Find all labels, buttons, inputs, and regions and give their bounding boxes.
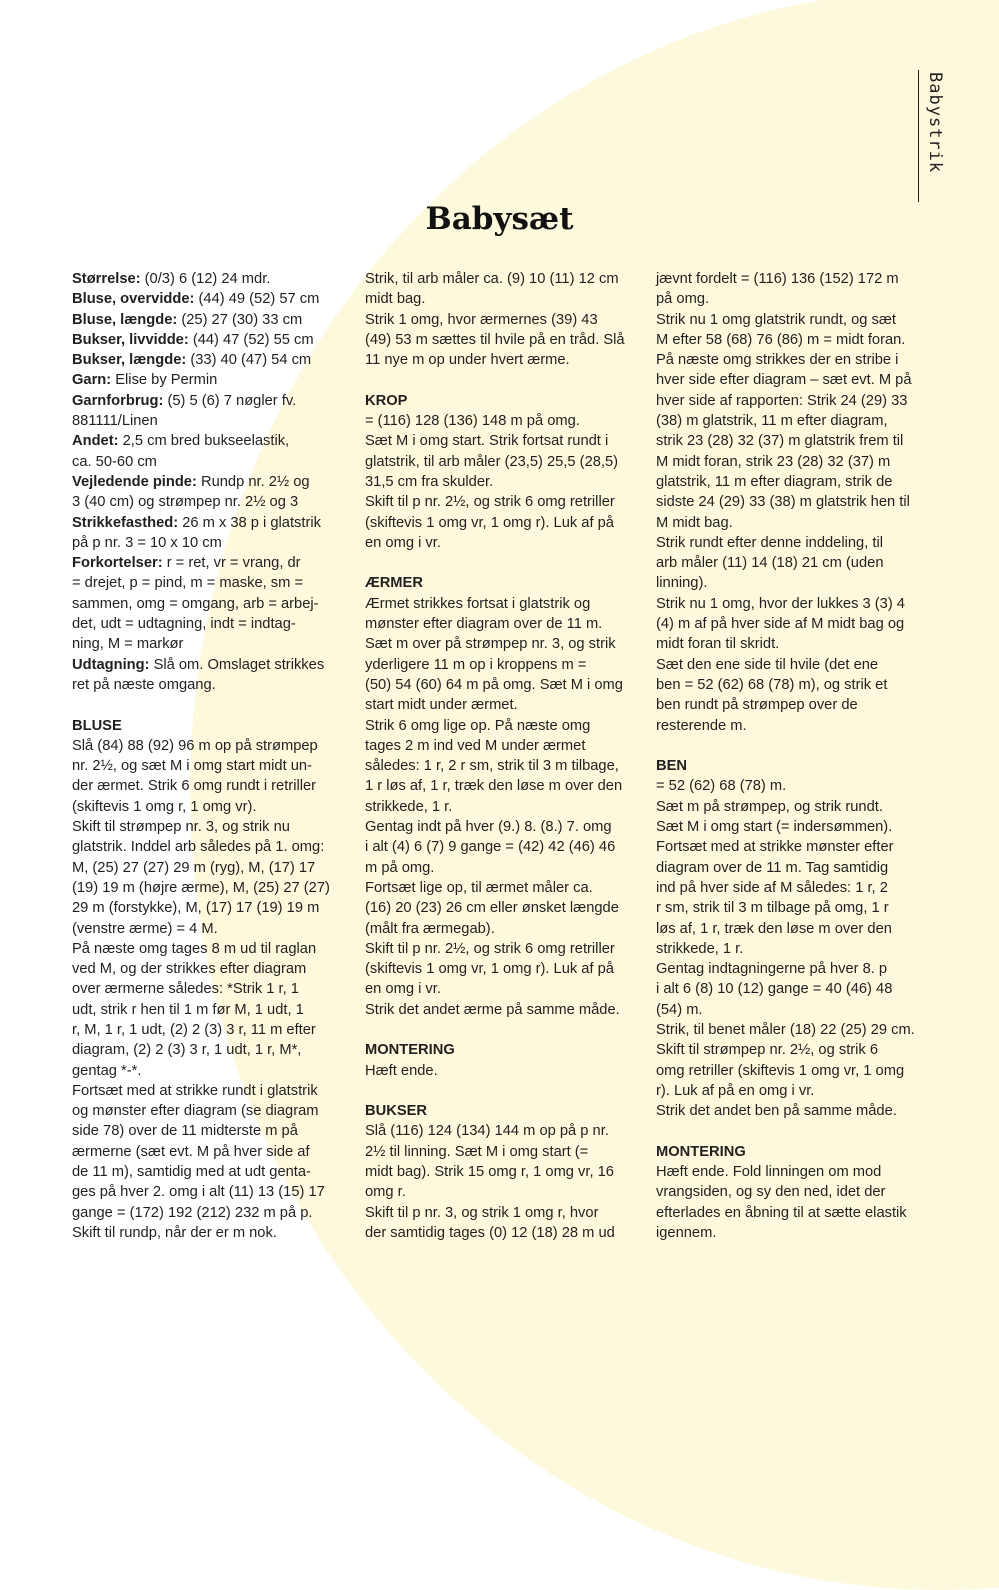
text-line: (venstre ærme) = 4 M. [72,920,218,937]
spec-line [72,391,354,411]
text-line: de 11 m), samtidig med at udt genta- [72,1164,311,1181]
text-line: Fortsæt med at strikke mønster efter [656,839,894,856]
text-line: Slå (84) 88 (92) 96 m op på strømpep [72,737,318,754]
text-line: ind på hver side af M således: 1 r, 2 [656,879,888,896]
text-line: midt bag. [365,291,426,308]
montering-bluse-text [365,1061,647,1081]
aermer-text [365,594,647,1020]
text-line: (målt fra ærmegab). [365,920,495,937]
spec-line [72,289,354,309]
heading-krop: KROP [365,392,408,409]
text-line: Skift til p nr. 3, og strik 1 omg r, hvor [365,1204,599,1221]
heading-aermer: ÆRMER [365,575,423,592]
spec-line [72,472,354,492]
spec-line [72,350,354,370]
text-line: r sm, strik til 3 m tilbage på omg, 1 r [656,900,889,917]
text-line: Strik 6 omg lige op. På næste omg [365,717,591,734]
text-line: ved M, og der strikkes efter diagram [72,961,307,978]
spec-line [72,269,354,289]
text-line: jævnt fordelt = (116) 136 (152) 172 m [656,271,899,287]
text-line: gentag *-*. [72,1062,142,1079]
spec-label: Vejledende pinde: [72,473,197,490]
text-line: midt bag). Strik 15 omg r, 1 omg vr, 16 [365,1164,614,1181]
spec-line [72,655,354,675]
text-line: m på omg. [365,859,435,876]
spec-line [72,370,354,390]
column-2 [365,269,647,1243]
text-line: gange = (172) 192 (212) 232 m på p. [72,1204,313,1221]
spec-value: (5) 5 (6) 7 nøgler fv. [163,392,297,409]
spec-label: Strikkefasthed: [72,514,179,531]
specs-list [72,269,354,695]
text-line: (4) m af på hver side af M midt bag og [656,616,905,633]
text-line: igennem. [656,1224,717,1241]
text-line: efterlades en åbning til at sætte elastik [656,1204,907,1221]
bluse-continued-text [365,269,647,370]
spec-label: Andet: [72,433,119,450]
spec-value: ning, M = markør [72,636,184,653]
text-line: ærmerne (sæt evt. M på hver side af [72,1143,310,1160]
spec-line [72,452,354,472]
section-tab-label: Babystrik [925,72,945,174]
text-line: Sæt m over på strømpep nr. 3, og strik [365,636,616,653]
text-line: Strik nu 1 omg, hvor der lukkes 3 (3) 4 [656,595,905,612]
spec-line [72,411,354,431]
text-line: M midt bag. [656,514,733,531]
heading-bluse: BLUSE [72,717,122,734]
text-line: linning). [656,575,708,592]
text-line: Strik det andet ben på samme måde. [656,1103,897,1120]
spec-value: 3 (40 cm) og strømpep nr. 2½ og 3 [72,494,299,511]
text-line: Fortsæt lige op, til ærmet måler ca. [365,879,593,896]
spec-line [72,330,354,350]
spec-value: (33) 40 (47) 54 cm [186,352,312,369]
text-line: Sæt M i omg start. Strik fortsat rundt i [365,433,609,450]
spec-label: Størrelse: [72,271,141,287]
text-line: 31,5 cm fra skulder. [365,473,494,490]
text-line: Hæft ende. [365,1062,438,1079]
text-line: Ærmet strikkes fortsat i glatstrik og [365,595,591,612]
text-line: Strik det andet ærme på samme måde. [365,1001,620,1018]
spec-value: sammen, omg = omgang, arb = arbej- [72,595,319,612]
text-line: = (116) 128 (136) 148 m på omg. [365,413,580,430]
text-line: over ærmerne således: *Strik 1 r, 1 [72,981,299,998]
text-line: (19) 19 m (højre ærme), M, (25) 27 (27) [72,879,330,896]
text-line: side 78) over de 11 midterste m på [72,1123,298,1140]
text-line: glatstrik. Inddel arb således på 1. omg: [72,839,325,856]
text-line: Sæt m på strømpep, og strik rundt. [656,798,883,815]
spec-value: (0/3) 6 (12) 24 mdr. [140,271,271,287]
text-line: (38) m glatstrik, 11 m efter diagram, [656,413,888,430]
text-line: resterende m. [656,717,747,734]
spec-value: ret på næste omgang. [72,676,216,693]
text-line: 29 m (forstykke), M, (17) 17 (19) 19 m [72,900,320,917]
heading-bukser: BUKSER [365,1103,428,1120]
text-line: strik 23 (28) 32 (37) m glatstrik frem til [656,433,904,450]
text-line: = 52 (62) 68 (78) m. [656,778,787,795]
text-line: M, (25) 27 (27) 29 m (ryg), M, (17) 17 [72,859,316,876]
text-line: Skift til p nr. 2½, og strik 6 omg retriller [365,940,615,957]
text-line: omg r. [365,1184,406,1201]
text-line: Hæft ende. Fold linningen om mod [656,1164,882,1181]
heading-montering-bluse: MONTERING [365,1042,455,1059]
text-line: På næste omg tages 8 m ud til raglan [72,940,317,957]
spec-value: (44) 47 (52) 55 cm [188,331,314,348]
spec-value: ca. 50-60 cm [72,453,157,470]
spec-value: Rundp nr. 2½ og [196,473,310,490]
text-line: (skiftevis 1 omg r, 1 omg vr). [72,798,257,815]
text-line: (16) 20 (23) 26 cm eller ønsket længde [365,900,619,917]
bukser-text [365,1121,647,1243]
text-line: sidste 24 (29) 33 (38) m glatstrik hen til [656,494,910,511]
text-line: yderligere 11 m op i kroppens m = [365,656,587,673]
text-line: diagram over de 11 m. Tag samtidig [656,859,889,876]
text-line: (49) 53 m sættes til hvile på en tråd. Slå [365,331,625,348]
text-line: M midt foran, strik 23 (28) 32 (37) m [656,453,891,470]
text-line: (50) 54 (60) 64 m på omg. Sæt M i omg [365,676,623,693]
spec-line [72,553,354,573]
spec-value: Slå om. Omslaget strikkes [149,656,325,673]
text-line: Strik, til benet måler (18) 22 (25) 29 cm. [656,1021,915,1038]
text-line: Skift til p nr. 2½, og strik 6 omg retriller [365,494,615,511]
spec-line [72,594,354,614]
text-line: Strik rundt efter denne inddeling, til [656,534,883,551]
spec-line [72,675,354,695]
text-line: På næste omg strikkes der en stribe i [656,352,899,369]
heading-ben: BEN [656,758,688,775]
text-line: Strik 1 omg, hvor ærmernes (39) 43 [365,311,598,328]
spec-label: Garn: [72,372,112,389]
column-1 [72,269,354,1243]
text-line: ges på hver 2. omg i alt (11) 13 (15) 17 [72,1184,325,1201]
spec-line [72,492,354,512]
text-line: Gentag indtagningerne på hver 8. p [656,961,888,978]
text-line: glatstrik, 11 m efter diagram, strik de [656,473,893,490]
text-line: i alt 6 (8) 10 (12) gange = 40 (46) 48 [656,981,893,998]
text-line: mønster efter diagram over de 11 m. [365,616,603,633]
text-line: (skiftevis 1 omg vr, 1 omg r). Luk af på [365,961,614,978]
bukser-continued-text [656,269,938,736]
text-line: 2½ til linning. Sæt M i omg start (= [365,1143,589,1160]
spec-label: Udtagning: [72,656,150,673]
text-line: på omg. [656,291,710,308]
text-line: r, M, 1 r, 1 udt, (2) 2 (3) 3 r, 11 m efter [72,1021,316,1038]
spec-line [72,533,354,553]
spec-value: = drejet, p = pind, m = maske, sm = [72,575,304,592]
text-line: (54) m. [656,1001,703,1018]
text-line: glatstrik, til arb måler (23,5) 25,5 (28,5) [365,453,619,470]
text-line: 11 nye m op under hvert ærme. [365,352,570,369]
spec-value: r = ret, vr = vrang, dr [162,555,301,572]
page-title: Babysæt [425,201,574,237]
text-line: således: 1 r, 2 r sm, strik til 3 m tilbage, [365,758,619,775]
text-line: hver side efter diagram – sæt evt. M på [656,372,912,389]
montering-bukser-text [656,1162,938,1243]
spec-value: 881111/Linen [72,413,158,430]
text-line: start midt under ærmet. [365,697,518,714]
spec-line [72,614,354,634]
text-line: Sæt M i omg start (= indersømmen). [656,819,893,836]
spec-label: Bukser, livvidde: [72,331,189,348]
text-line: der ærmet. Strik 6 omg rundt i retriller [72,778,317,795]
spec-value: på p nr. 3 = 10 x 10 cm [72,534,222,551]
text-line: omg retriller (skiftevis 1 omg vr, 1 omg [656,1062,905,1079]
krop-text [365,411,647,553]
spec-line [72,513,354,533]
text-line: 1 r løs af, 1 r, træk den løse m over den [365,778,623,795]
spec-value: det, udt = udtagning, indt = indtag- [72,616,296,633]
text-line: r). Luk af på en omg i vr. [656,1082,815,1099]
text-line: Strik, til arb måler ca. (9) 10 (11) 12 cm [365,271,619,287]
spec-label: Bluse, overvidde: [72,291,195,308]
text-line: løs af, 1 r, træk den løse m over den [656,920,892,937]
ben-text [656,776,938,1121]
text-line: vrangsiden, og sy den ned, idet der [656,1184,886,1201]
text-line: M efter 58 (68) 76 (86) m = midt foran. [656,331,906,348]
text-line: strikkede, 1 r. [656,940,744,957]
text-line: Skift til rundp, når der er m nok. [72,1224,277,1241]
column-3 [656,269,938,1243]
text-line: diagram, (2) 2 (3) 3 r, 1 udt, 1 r, M*, [72,1042,302,1059]
text-line: ben rundt på strømpep over de [656,697,858,714]
text-line: midt foran til skridt. [656,636,780,653]
text-line: udt, strik r hen til 1 m før M, 1 udt, 1 [72,1001,304,1018]
text-line: nr. 2½, og sæt M i omg start midt un- [72,758,312,775]
text-line: tages 2 m ind ved M under ærmet [365,737,586,754]
text-line: ben = 52 (62) 68 (78) m), og strik et [656,676,888,693]
spec-label: Forkortelser: [72,555,163,572]
spec-label: Garnforbrug: [72,392,164,409]
spec-value: 26 m x 38 p i glatstrik [178,514,321,531]
text-line: en omg i vr. [365,981,441,998]
text-line: (skiftevis 1 omg vr, 1 omg r). Luk af på [365,514,614,531]
spec-value: (25) 27 (30) 33 cm [177,311,303,328]
text-line: Skift til strømpep nr. 2½, og strik 6 [656,1042,879,1059]
text-line: en omg i vr. [365,534,441,551]
spec-label: Bluse, længde: [72,311,178,328]
spec-value: 2,5 cm bred bukseelastik, [118,433,290,450]
spec-label: Bukser, længde: [72,352,187,369]
text-line: Fortsæt med at strikke rundt i glatstrik [72,1082,318,1099]
text-line: Sæt den ene side til hvile (det ene [656,656,879,673]
text-line: Slå (116) 124 (134) 144 m op på p nr. [365,1123,609,1140]
bluse-text [72,736,354,1243]
text-line: der samtidig tages (0) 12 (18) 28 m ud [365,1224,615,1241]
spec-line [72,634,354,654]
spec-line [72,310,354,330]
text-line: strikkede, 1 r. [365,798,453,815]
section-tab [918,70,949,202]
spec-value: (44) 49 (52) 57 cm [194,291,320,308]
spec-value: Elise by Permin [111,372,218,389]
text-line: arb måler (11) 14 (18) 21 cm (uden [656,555,884,572]
text-line: i alt (4) 6 (7) 9 gange = (42) 42 (46) 46 [365,839,616,856]
spec-line [72,573,354,593]
text-line: og mønster efter diagram (se diagram [72,1103,319,1120]
text-line: Gentag indt på hver (9.) 8. (8.) 7. omg [365,819,612,836]
text-line: Strik nu 1 omg glatstrik rundt, og sæt [656,311,896,328]
heading-montering-bukser: MONTERING [656,1143,746,1160]
spec-line [72,431,354,451]
text-line: hver side af rapporten: Strik 24 (29) 33 [656,392,908,409]
text-line: Skift til strømpep nr. 3, og strik nu [72,819,290,836]
